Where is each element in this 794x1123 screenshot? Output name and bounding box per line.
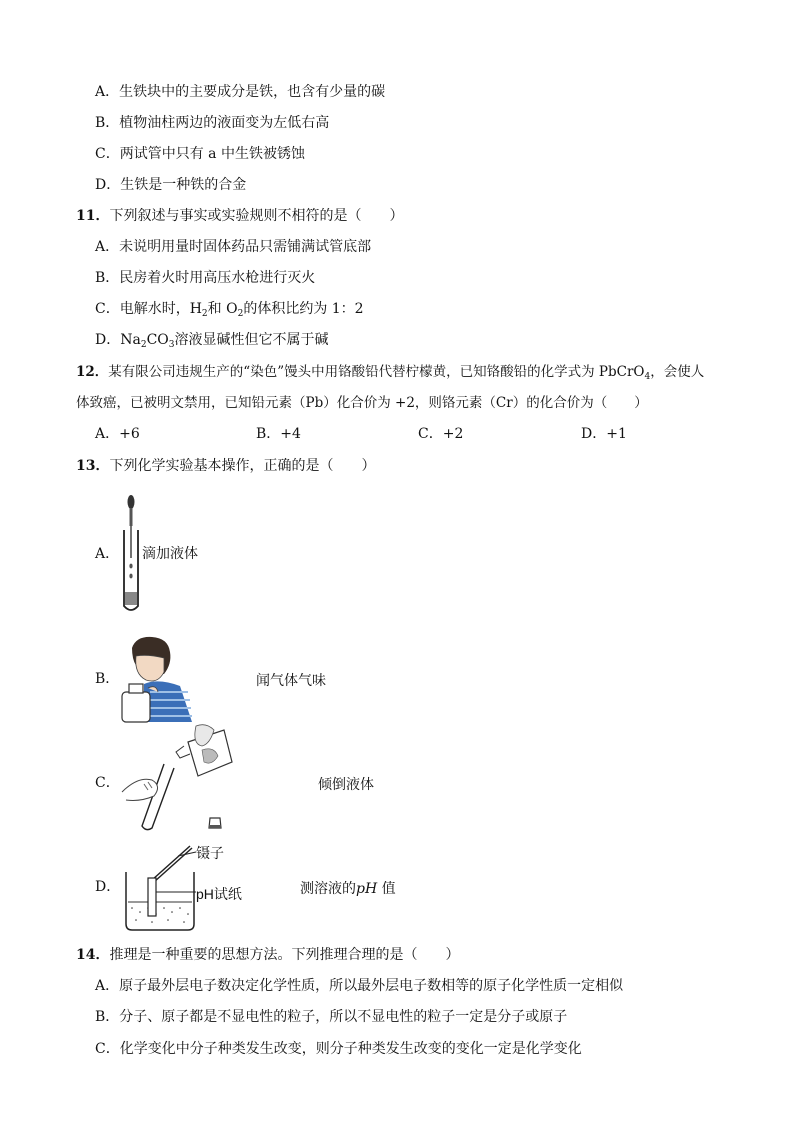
q13-stem	[76, 457, 375, 475]
q10-option-a: A．生铁块中的主要成分是铁，也含有少量的碳	[95, 84, 386, 100]
q11-option-d-mid: CO	[146, 332, 169, 348]
dropper-stem	[130, 508, 133, 526]
q13-option-a-letter: A．	[95, 546, 120, 562]
ph-paper-label: pH试纸	[196, 886, 242, 902]
q13-option-d-caption-prefix: 测溶液的	[300, 881, 356, 897]
q11-stem	[76, 207, 403, 225]
q13-option-d-caption	[300, 878, 396, 898]
dropper-bulb-icon	[128, 495, 135, 509]
q11-option-b: B．民房着火时用高压水枪进行灭火	[95, 270, 316, 286]
q11-option-a: A．未说明用量时固体药品只需铺满试管底部	[95, 239, 372, 255]
q11-option-d-sub2: 3	[168, 340, 175, 350]
q14-option-a: A．原子最外层电子数决定化学性质，所以最外层电子数相等的原子化学性质一定相似	[95, 978, 624, 994]
q11-number: 11．	[76, 208, 110, 224]
q13-option-d-letter: D．	[95, 879, 121, 895]
q12-stem-line1	[76, 363, 704, 386]
q11-option-d-suffix: 溶液显碱性但它不属于碱	[174, 332, 329, 348]
drop-icon	[129, 574, 132, 579]
q12-option-d: D．+1	[581, 426, 627, 442]
q11-option-c-prefix: C．电解水时，H	[95, 301, 202, 317]
q11-option-c	[95, 300, 364, 323]
q12-option-b: B．+4	[256, 426, 301, 442]
q12-number: 12．	[76, 364, 109, 380]
q11-option-c-sub1: 2	[201, 309, 208, 319]
drop-icon	[129, 564, 132, 569]
q11-option-c-suffix: 的体积比约为 1：2	[243, 301, 364, 317]
bottle-mouth	[176, 746, 190, 758]
q11-stem-text: 下列叙述与事实或实验规则不相符的是（ ）	[109, 208, 404, 224]
bottle-stopper-icon	[207, 816, 223, 830]
q12-option-a: A．+6	[95, 426, 140, 442]
q13-stem-text: 下列化学实验基本操作，正确的是（ ）	[109, 458, 376, 474]
q13-option-b-letter: B．	[95, 671, 120, 687]
q14-stem-text: 推理是一种重要的思想方法。下列推理合理的是（ ）	[109, 947, 460, 963]
q11-option-d	[95, 331, 329, 354]
q12-stem-suffix: ，会使人	[650, 364, 705, 380]
q14-option-c: C．化学变化中分子种类发生改变，则分子种类发生改变的变化一定是化学变化	[95, 1041, 582, 1057]
q13-option-a-caption: 滴加液体	[142, 546, 198, 562]
q13-option-d-caption-suffix: 值	[377, 881, 396, 897]
q11-option-c-sub2: 2	[237, 309, 244, 319]
q13-option-d-caption-ph: pH	[356, 881, 378, 897]
q13-option-c-caption: 倾倒液体	[318, 777, 374, 793]
q14-stem	[76, 946, 459, 964]
gas-bottle-icon	[122, 692, 150, 722]
q12-stem-prefix: 某有限公司违规生产的“染色”馒头中用铬酸铅代替柠檬黄，已知铬酸铅的化学式为 PbCrO	[108, 364, 645, 380]
q10-option-b: B．植物油柱两边的液面变为左低右高	[95, 115, 330, 131]
tube-liquid	[125, 592, 137, 605]
q13-number: 13．	[76, 458, 110, 474]
q13-option-c-letter: C．	[95, 775, 120, 791]
ph-paper-icon	[148, 878, 156, 916]
boy-face	[136, 655, 164, 681]
smell-gas-boy-figure	[118, 634, 198, 724]
tweezers-label: 镊子	[196, 845, 224, 861]
q13-option-b-caption: 闻气体气味	[256, 673, 326, 689]
q11-option-c-mid: 和 O	[207, 301, 238, 317]
q10-option-d: D．生铁是一种铁的合金	[95, 177, 247, 193]
bottle-neck	[129, 684, 143, 693]
q12-stem-line2: 体致癌，已被明文禁用，已知铅元素（Pb）化合价为 +2，则铬元素（Cr）的化合价为（ ）	[76, 395, 648, 411]
q12-option-c: C．+2	[418, 426, 464, 442]
q11-option-d-prefix: D．Na	[95, 332, 141, 348]
q11-option-d-sub1: 2	[140, 340, 147, 350]
q10-option-c: C．两试管中只有 a 中生铁被锈蚀	[95, 146, 305, 162]
q14-option-b: B．分子、原子都是不显电性的粒子，所以不显电性的粒子一定是分子或原子	[95, 1009, 568, 1025]
q12-stem-sub: 4	[644, 372, 651, 382]
q14-number: 14．	[76, 947, 110, 963]
